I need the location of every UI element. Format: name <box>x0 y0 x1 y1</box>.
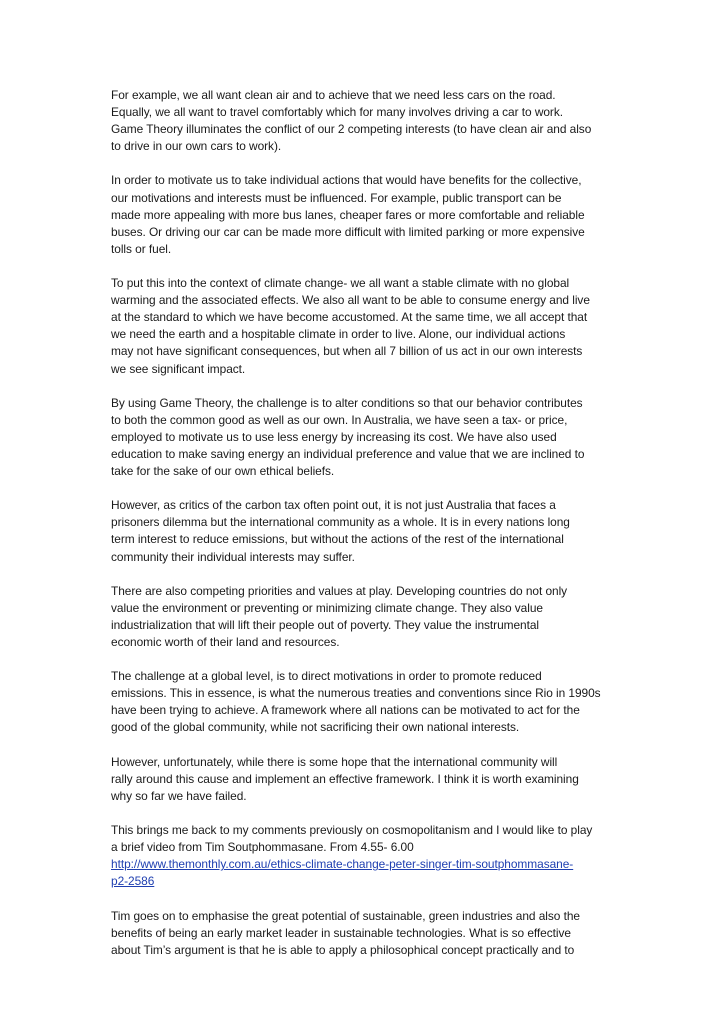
text-line: The challenge at a global level, is to direct motivations in order to promote reduced <box>111 669 542 684</box>
text-line: tolls or fuel. <box>111 241 172 256</box>
paragraph-climate-context <box>111 275 621 378</box>
paragraph-video-reference <box>111 822 621 890</box>
text-line: Equally, we all want to travel comfortably which for many involves driving a car to work. <box>111 105 563 120</box>
text-line: community their individual interests may suffer. <box>111 549 355 564</box>
paragraph-clean-air-example <box>111 87 621 155</box>
paragraph-motivation <box>111 172 621 257</box>
text-line: This brings me back to my comments previously on cosmopolitanism and I would like to play <box>111 823 593 838</box>
text-line: emissions. This in essence, is what the numerous treaties and conventions since Rio in 1990s <box>111 686 601 701</box>
text-line: to drive in our own cars to work). <box>111 139 282 154</box>
text-line: To put this into the context of climate change- we all want a stable climate with no global <box>111 276 570 291</box>
text-line: education to make saving energy an individual preference and value that we are inclined to <box>111 446 585 461</box>
paragraph-global-challenge <box>111 668 621 736</box>
text-line: good of the global community, while not sacrificing their own national interests. <box>111 720 520 735</box>
video-link[interactable]: http://www.themonthly.com.au/ethics-climate-change-peter-singer-tim-soutphommasane- <box>111 857 574 872</box>
text-line: Tim goes on to emphasise the great potential of sustainable, green industries and also the <box>111 908 580 923</box>
text-line: However, unfortunately, while there is some hope that the international community will <box>111 754 558 769</box>
paragraph-sustainable-industries <box>111 908 621 959</box>
text-line: prisoners dilemma but the international community as a whole. It is in every nations long <box>111 515 570 530</box>
text-line: By using Game Theory, the challenge is to alter conditions so that our behavior contributes <box>111 395 583 410</box>
text-line: Game Theory illuminates the conflict of our 2 competing interests (to have clean air and also <box>111 122 592 137</box>
text-line: In order to motivate us to take individual actions that would have benefits for the collective, <box>111 173 582 188</box>
text-line: There are also competing priorities and values at play. Developing countries do not only <box>111 583 568 598</box>
text-line: value the environment or preventing or minimizing climate change. They also value <box>111 600 543 615</box>
text-line: term interest to reduce emissions, but without the actions of the rest of the international <box>111 532 564 547</box>
text-line: employed to motivate us to use less energy by increasing its cost. We have also used <box>111 429 557 444</box>
text-line: take for the sake of our own ethical beliefs. <box>111 464 335 479</box>
video-link-continued[interactable]: p2-2586 <box>111 874 155 889</box>
text-line: we need the earth and a hospitable climate in order to live. Alone, our individual actions <box>111 327 566 342</box>
text-line: However, as critics of the carbon tax often point out, it is not just Australia that faces a <box>111 498 556 513</box>
text-line: warming and the associated effects. We also all want to be able to consume energy and live <box>111 293 590 308</box>
text-line: benefits of being an early market leader in sustainable technologies. What is so effective <box>111 925 571 940</box>
text-line: industrialization that will lift their people out of poverty. They value the instrumental <box>111 617 540 632</box>
text-line: about Tim’s argument is that he is able to apply a philosophical concept practically and to <box>111 942 575 957</box>
text-line: economic worth of their land and resources. <box>111 635 340 649</box>
text-line: why so far we have failed. <box>111 788 247 803</box>
text-line: rally around this cause and implement an effective framework. I think it is worth examining <box>111 771 579 786</box>
text-line: our motivations and interests must be influenced. For example, public transport can be <box>111 190 562 205</box>
text-line: to both the common good as well as our own. In Australia, we have seen a tax- or price, <box>111 412 568 427</box>
paragraph-competing-priorities <box>111 583 621 651</box>
text-line: at the standard to which we have become accustomed. At the same time, we all accept that <box>111 310 588 325</box>
text-line: made more appealing with more bus lanes, cheaper fares or more comfortable and reliable <box>111 207 585 222</box>
paragraph-game-theory <box>111 395 621 480</box>
paragraph-carbon-tax-critics <box>111 497 621 565</box>
paragraph-hope <box>111 754 621 805</box>
text-line: a brief video from Tim Soutphommasane. From 4.55- 6.00 <box>111 840 414 855</box>
text-line: may not have significant consequences, but when all 7 billion of us act in our own interests <box>111 344 583 359</box>
text-line: buses. Or driving our car can be made more difficult with limited parking or more expensive <box>111 224 585 239</box>
document-body <box>111 87 621 976</box>
text-line: we see significant impact. <box>111 361 246 376</box>
text-line: have been trying to achieve. A framework where all nations can be motivated to act for the <box>111 703 580 718</box>
text-line: For example, we all want clean air and to achieve that we need less cars on the road. <box>111 88 556 102</box>
